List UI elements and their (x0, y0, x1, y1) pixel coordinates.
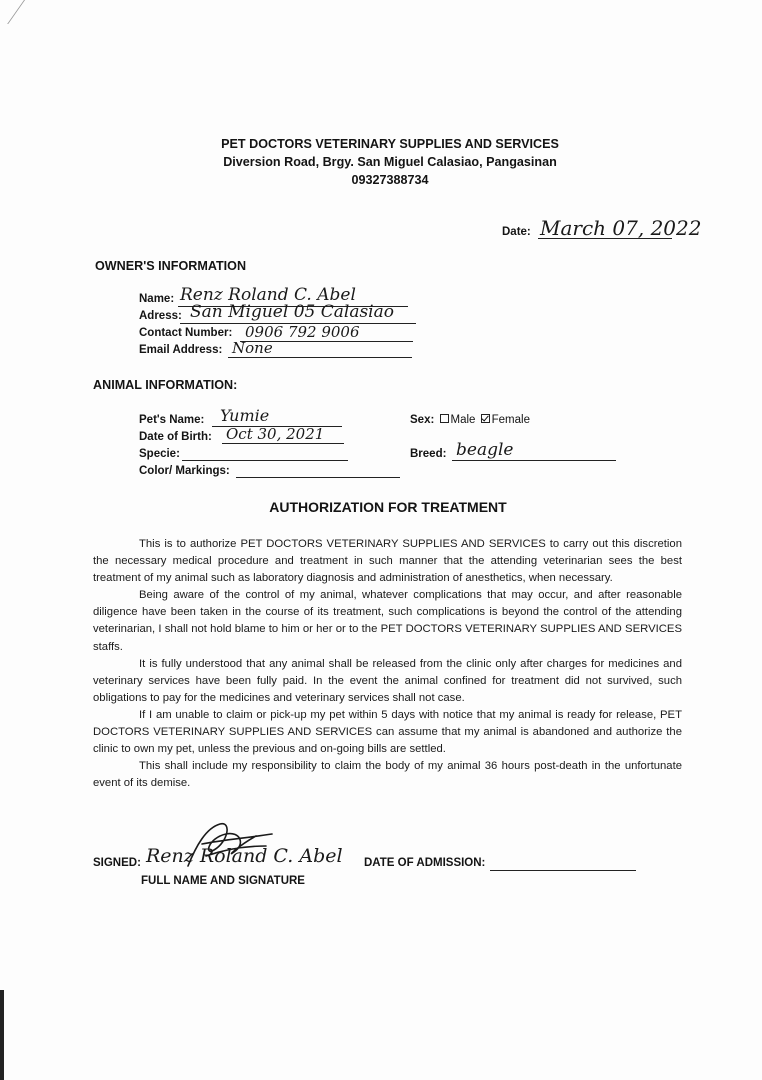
date-value: March 07, 2022 (540, 216, 702, 240)
company-phone: 09327388734 (351, 173, 429, 187)
folded-corner (0, 0, 25, 24)
signed-label: SIGNED: (93, 857, 141, 869)
owner-email-underline (228, 357, 412, 358)
specie-underline (182, 460, 348, 461)
authorization-paragraph: This shall include my responsibility to claim the body of my animal 36 hours post-death in the unfortunate event of its demise. (93, 760, 682, 790)
signed-name-value: Renz Roland C. Abel (146, 845, 343, 867)
dob-underline (222, 443, 344, 444)
company-name: PET DOCTORS VETERINARY SUPPLIES AND SERVICES (221, 137, 559, 151)
date-of-admission-underline (490, 870, 636, 871)
breed-underline (452, 460, 616, 461)
specie-label: Specie: (139, 448, 180, 460)
color-markings-underline (236, 477, 400, 478)
signature-caption: FULL NAME AND SIGNATURE (141, 875, 305, 887)
company-address: Diversion Road, Brgy. San Miguel Calasiao, Pangasinan (223, 155, 557, 169)
breed-label: Breed: (410, 448, 447, 460)
pet-name-value: Yumie (220, 406, 270, 425)
sex-field (410, 414, 530, 426)
owner-contact-value: 0906 792 9006 (245, 323, 360, 341)
date-of-admission-label: DATE OF ADMISSION: (364, 857, 486, 869)
sex-label: Sex: (410, 414, 435, 426)
authorization-paragraph: This is to authorize PET DOCTORS VETERINARY SUPPLIES AND SERVICES to carry out this discretion the necessary medical procedure and treatment in such manner that the attending veterinarian sees the best treatment of my animal such as laboratory diagnosis and administration of anesthetics, when necessary. (93, 538, 682, 585)
owner-contact-label: Contact Number: (139, 327, 233, 339)
owner-name-value: Renz Roland C. Abel (180, 285, 356, 305)
animal-section-title: ANIMAL INFORMATION: (93, 378, 238, 392)
male-option-label: Male (450, 414, 476, 426)
male-checkbox[interactable] (440, 414, 449, 423)
owner-address-value: San Miguel 05 Calasiao (190, 302, 394, 322)
dob-label: Date of Birth: (139, 431, 212, 443)
date-label: Date: (502, 226, 531, 238)
dob-value: Oct 30, 2021 (226, 425, 325, 443)
authorization-paragraph: If I am unable to claim or pick-up my pet within 5 days with notice that my animal is ready for release, PET DOCTORS VETERINARY SUPPLIES AND SERVICES can assume that my animal is abandoned and authorize the clinic to own my pet, unless the previous and on-going bills are settled. (93, 708, 682, 756)
authorization-paragraph: It is fully understood that any animal shall be released from the clinic only after charges for medicines and veterinary services have been fully paid. In the event the animal confined for treatment did not survived, such obligations to pay for the medicines and veterinary services shall not case. (93, 657, 682, 704)
authorization-paragraph: Being aware of the control of my animal, whatever complications that may occur, and after reasonable diligence have been taken in the course of its treatment, such complications is beyond the control of the attending veterinarian, I shall not hold blame to him or her or to the PET DOCTORS VETERINARY SUPPLIES AND SERVICES staffs. (93, 589, 682, 653)
female-checkbox[interactable] (481, 414, 490, 423)
owner-email-value: None (232, 339, 273, 357)
owner-name-label: Name: (139, 293, 175, 305)
authorization-title: AUTHORIZATION FOR TREATMENT (269, 499, 507, 515)
female-option-label: Female (491, 414, 530, 426)
breed-value: beagle (456, 440, 514, 460)
scan-edge-shadow (0, 990, 4, 1080)
color-markings-label: Color/ Markings: (139, 465, 230, 477)
pet-name-label: Pet's Name: (139, 414, 205, 426)
owner-email-label: Email Address: (139, 344, 223, 356)
owner-section-title: OWNER'S INFORMATION (95, 259, 247, 273)
authorization-body (93, 536, 682, 792)
owner-address-label: Adress: (139, 310, 182, 322)
